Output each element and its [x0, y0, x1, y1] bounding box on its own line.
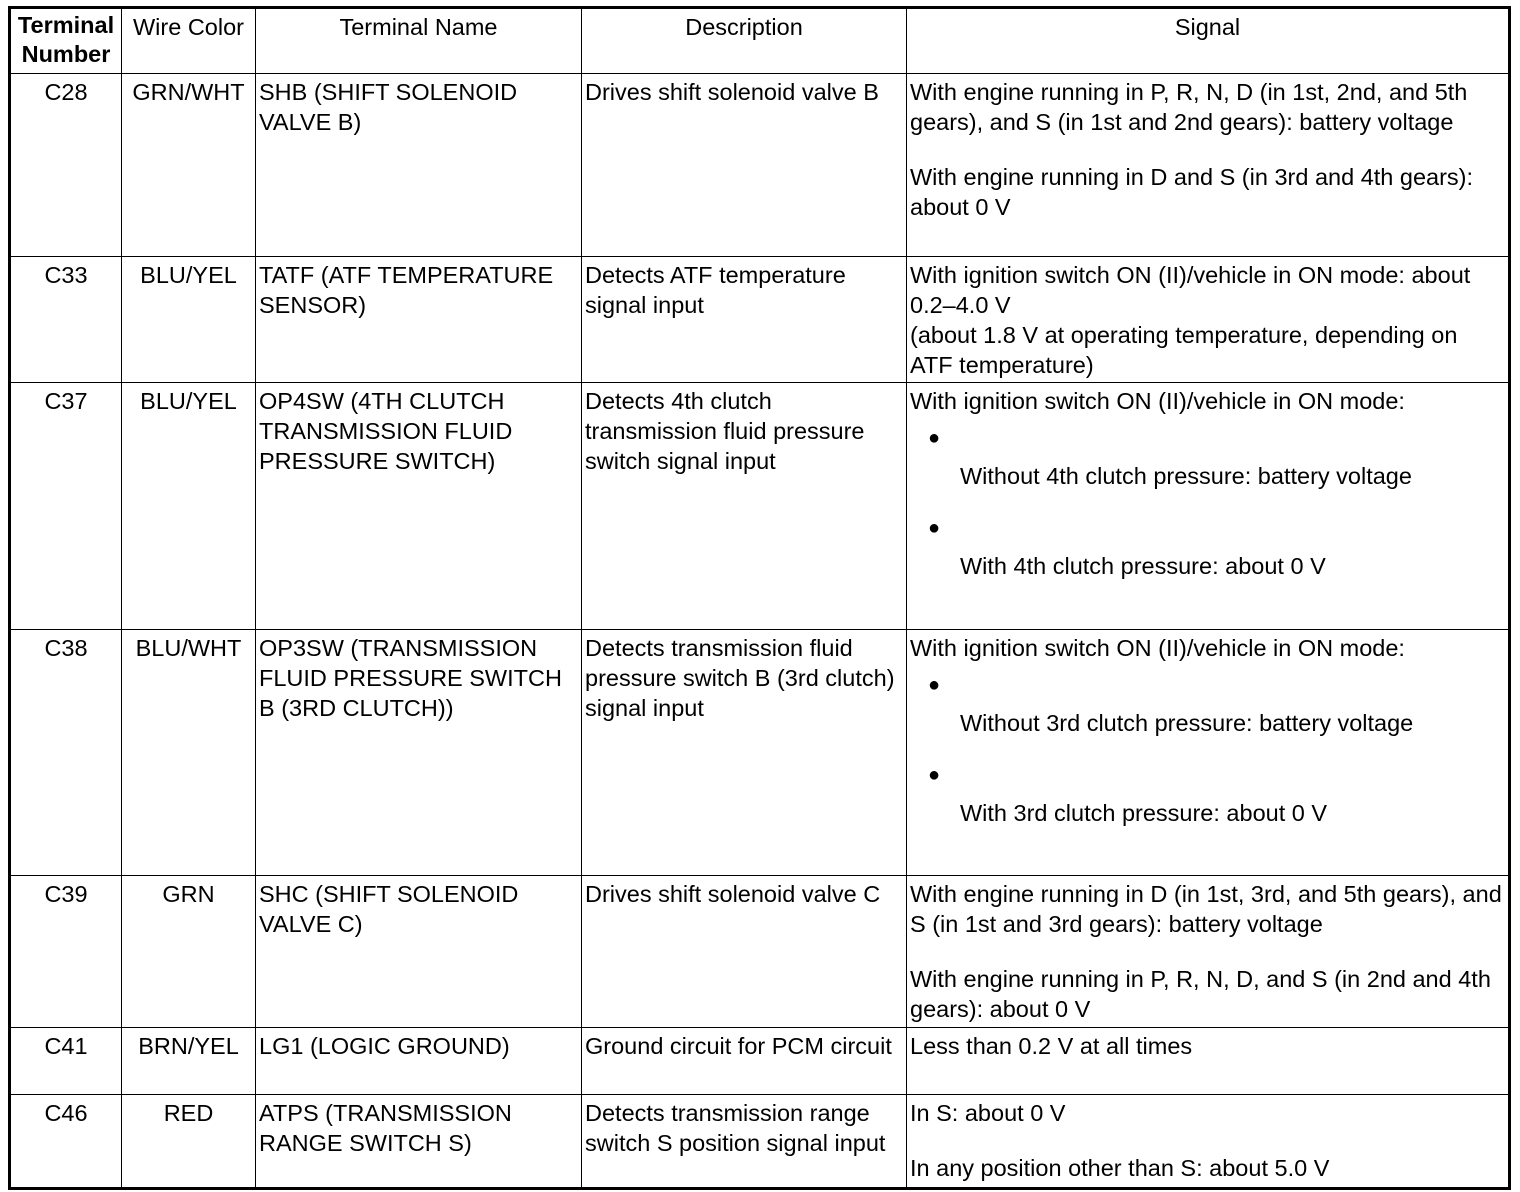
bullet-text: Without 3rd clutch pressure: battery voltage	[960, 710, 1414, 736]
header-signal: Signal	[907, 8, 1510, 74]
terminal-number-cell: C37	[10, 383, 122, 630]
signal-text: With engine running in D (in 1st, 3rd, and 5th gears), and S (in 1st and 3rd gears): battery voltage	[910, 881, 1502, 937]
header-terminal-number: Terminal Number	[10, 8, 122, 74]
bullet-text: With 4th clutch pressure: about 0 V	[960, 553, 1326, 579]
description-cell: Detects ATF temperature signal input	[582, 257, 907, 383]
signal-cell	[907, 74, 1510, 257]
wire-color-cell: GRN	[122, 876, 256, 1028]
wire-color-cell: GRN/WHT	[122, 74, 256, 257]
table-row	[10, 1028, 1510, 1095]
table-row	[10, 1095, 1510, 1189]
bullet-icon: ●	[928, 427, 941, 449]
bullet-item	[910, 663, 1505, 738]
bullet-text: With 3rd clutch pressure: about 0 V	[960, 800, 1328, 826]
signal-text: (about 1.8 V at operating temperature, depending on ATF temperature)	[910, 322, 1458, 378]
signal-cell	[907, 1028, 1510, 1095]
table-row	[10, 383, 1510, 630]
description-cell: Drives shift solenoid valve C	[582, 876, 907, 1028]
signal-intro: With ignition switch ON (II)/vehicle in ON mode:	[910, 388, 1405, 414]
bullet-item	[910, 753, 1505, 828]
terminal-name-cell: LG1 (LOGIC GROUND)	[256, 1028, 582, 1095]
terminal-signal-table	[8, 6, 1511, 1190]
signal-cell	[907, 876, 1510, 1028]
terminal-name-cell: OP3SW (TRANSMISSION FLUID PRESSURE SWITCH B (3RD CLUTCH))	[256, 630, 582, 876]
signal-cell	[907, 1095, 1510, 1189]
wire-color-cell: BRN/YEL	[122, 1028, 256, 1095]
terminal-number-cell: C46	[10, 1095, 122, 1189]
signal-text: In any position other than S: about 5.0 V	[910, 1155, 1330, 1181]
terminal-number-cell: C33	[10, 257, 122, 383]
bullet-text: Without 4th clutch pressure: battery voltage	[960, 463, 1412, 489]
terminal-number-cell: C39	[10, 876, 122, 1028]
signal-cell	[907, 630, 1510, 876]
terminal-name-cell: SHB (SHIFT SOLENOID VALVE B)	[256, 74, 582, 257]
table-row	[10, 74, 1510, 257]
wire-color-cell: BLU/WHT	[122, 630, 256, 876]
header-wire-color: Wire Color	[122, 8, 256, 74]
bullet-item	[910, 506, 1505, 581]
terminal-number-cell: C28	[10, 74, 122, 257]
description-cell: Detects transmission fluid pressure switch B (3rd clutch) signal input	[582, 630, 907, 876]
signal-text: With engine running in P, R, N, D, and S (in 2nd and 4th gears): about 0 V	[910, 966, 1491, 1022]
wire-color-cell: BLU/YEL	[122, 383, 256, 630]
header-description: Description	[582, 8, 907, 74]
bullet-icon: ●	[928, 517, 941, 539]
wire-color-cell: RED	[122, 1095, 256, 1189]
signal-cell	[907, 383, 1510, 630]
description-cell: Detects transmission range switch S position signal input	[582, 1095, 907, 1189]
terminal-name-cell: TATF (ATF TEMPERATURE SENSOR)	[256, 257, 582, 383]
wire-color-cell: BLU/YEL	[122, 257, 256, 383]
description-cell: Drives shift solenoid valve B	[582, 74, 907, 257]
table-row	[10, 257, 1510, 383]
bullet-icon: ●	[928, 764, 941, 786]
signal-text: With ignition switch ON (II)/vehicle in ON mode: about 0.2–4.0 V	[910, 262, 1471, 318]
description-cell: Ground circuit for PCM circuit	[582, 1028, 907, 1095]
table-row	[10, 876, 1510, 1028]
terminal-name-cell: ATPS (TRANSMISSION RANGE SWITCH S)	[256, 1095, 582, 1189]
signal-cell	[907, 257, 1510, 383]
signal-text: With engine running in D and S (in 3rd and 4th gears): about 0 V	[910, 164, 1474, 220]
terminal-name-cell: SHC (SHIFT SOLENOID VALVE C)	[256, 876, 582, 1028]
signal-text: With engine running in P, R, N, D (in 1st, 2nd, and 5th gears), and S (in 1st and 2nd gears): battery voltage	[910, 79, 1468, 135]
terminal-name-cell: OP4SW (4TH CLUTCH TRANSMISSION FLUID PRESSURE SWITCH)	[256, 383, 582, 630]
signal-text: In S: about 0 V	[910, 1100, 1066, 1126]
bullet-item	[910, 416, 1505, 491]
terminal-number-cell: C38	[10, 630, 122, 876]
table-row	[10, 630, 1510, 876]
header-row	[10, 8, 1510, 74]
description-cell: Detects 4th clutch transmission fluid pressure switch signal input	[582, 383, 907, 630]
signal-text: Less than 0.2 V at all times	[910, 1033, 1193, 1059]
terminal-number-cell: C41	[10, 1028, 122, 1095]
bullet-icon: ●	[928, 674, 941, 696]
signal-intro: With ignition switch ON (II)/vehicle in ON mode:	[910, 635, 1405, 661]
header-terminal-name: Terminal Name	[256, 8, 582, 74]
